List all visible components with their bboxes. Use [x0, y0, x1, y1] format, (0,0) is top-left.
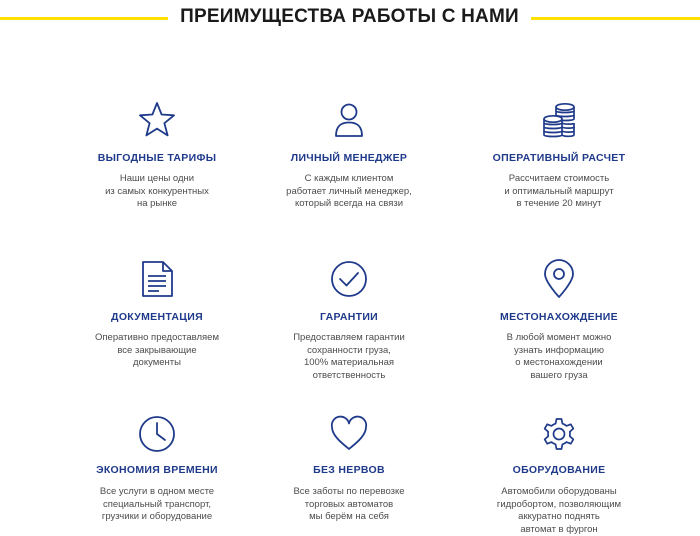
- document-icon: [137, 259, 177, 299]
- header-accent-line-left: [0, 17, 168, 20]
- header-accent-line-right: [531, 17, 700, 20]
- feature-description: [67, 486, 247, 524]
- feature-description-line: на рынке: [67, 198, 247, 211]
- feature-description-line: специальный транспорт,: [67, 499, 247, 512]
- feature-title: ОБОРУДОВАНИЕ: [469, 464, 649, 476]
- feature-description-line: узнать информацию: [469, 345, 649, 358]
- feature-description-line: Автомобили оборудованы: [469, 486, 649, 499]
- feature-description-line: аккуратно поднять: [469, 511, 649, 524]
- feature-description-line: работает личный менеджер,: [259, 186, 439, 199]
- feature-description-line: все закрывающие: [67, 345, 247, 358]
- star-icon: [137, 100, 177, 140]
- feature-title: ВЫГОДНЫЕ ТАРИФЫ: [67, 152, 247, 164]
- feature-description-line: документы: [67, 357, 247, 370]
- gear-icon: [539, 414, 579, 454]
- feature-title: ЭКОНОМИЯ ВРЕМЕНИ: [67, 464, 247, 476]
- feature-description-line: Рассчитаем стоимость: [469, 173, 649, 186]
- feature-description: [469, 173, 649, 211]
- feature-description: [469, 486, 649, 536]
- feature-title: ДОКУМЕНТАЦИЯ: [67, 311, 247, 323]
- check-circle-icon: [329, 259, 369, 299]
- section-header: [0, 0, 700, 40]
- feature-description-line: и оптимальный маршрут: [469, 186, 649, 199]
- feature-description: [67, 332, 247, 370]
- feature-description-line: автомат в фургон: [469, 524, 649, 536]
- clock-icon: [137, 414, 177, 454]
- coins-icon: [539, 100, 579, 140]
- feature-description-line: в течение 20 минут: [469, 198, 649, 211]
- feature-description-line: С каждым клиентом: [259, 173, 439, 186]
- feature-description-line: вашего груза: [469, 370, 649, 383]
- feature-description-line: гидробортом, позволяющим: [469, 499, 649, 512]
- feature-description: [469, 332, 649, 382]
- feature-description-line: ответственность: [259, 370, 439, 383]
- feature-description: [259, 173, 439, 211]
- feature-description-line: Наши цены одни: [67, 173, 247, 186]
- feature-description: [259, 486, 439, 524]
- feature-description-line: Все услуги в одном месте: [67, 486, 247, 499]
- feature-title: МЕСТОНАХОЖДЕНИЕ: [469, 311, 649, 323]
- feature-title: ЛИЧНЫЙ МЕНЕДЖЕР: [259, 152, 439, 164]
- feature-description-line: сохранности груза,: [259, 345, 439, 358]
- feature-description-line: который всегда на связи: [259, 198, 439, 211]
- feature-description-line: Оперативно предоставляем: [67, 332, 247, 345]
- feature-description-line: о местонахождении: [469, 357, 649, 370]
- feature-description: [259, 332, 439, 382]
- feature-description-line: грузчики и оборудование: [67, 511, 247, 524]
- feature-title: БЕЗ НЕРВОВ: [259, 464, 439, 476]
- feature-description-line: Предоставляем гарантии: [259, 332, 439, 345]
- feature-description-line: В любой момент можно: [469, 332, 649, 345]
- feature-description: [67, 173, 247, 211]
- feature-description-line: Все заботы по перевозке: [259, 486, 439, 499]
- feature-title: ГАРАНТИИ: [259, 311, 439, 323]
- feature-description-line: торговых автоматов: [259, 499, 439, 512]
- user-icon: [329, 100, 369, 140]
- heart-icon: [329, 414, 369, 454]
- feature-description-line: мы берём на себя: [259, 511, 439, 524]
- location-pin-icon: [539, 259, 579, 299]
- feature-description-line: из самых конкурентных: [67, 186, 247, 199]
- section-title: ПРЕИМУЩЕСТВА РАБОТЫ С НАМИ: [168, 6, 531, 28]
- feature-title: ОПЕРАТИВНЫЙ РАСЧЕТ: [469, 152, 649, 164]
- feature-description-line: 100% материальная: [259, 357, 439, 370]
